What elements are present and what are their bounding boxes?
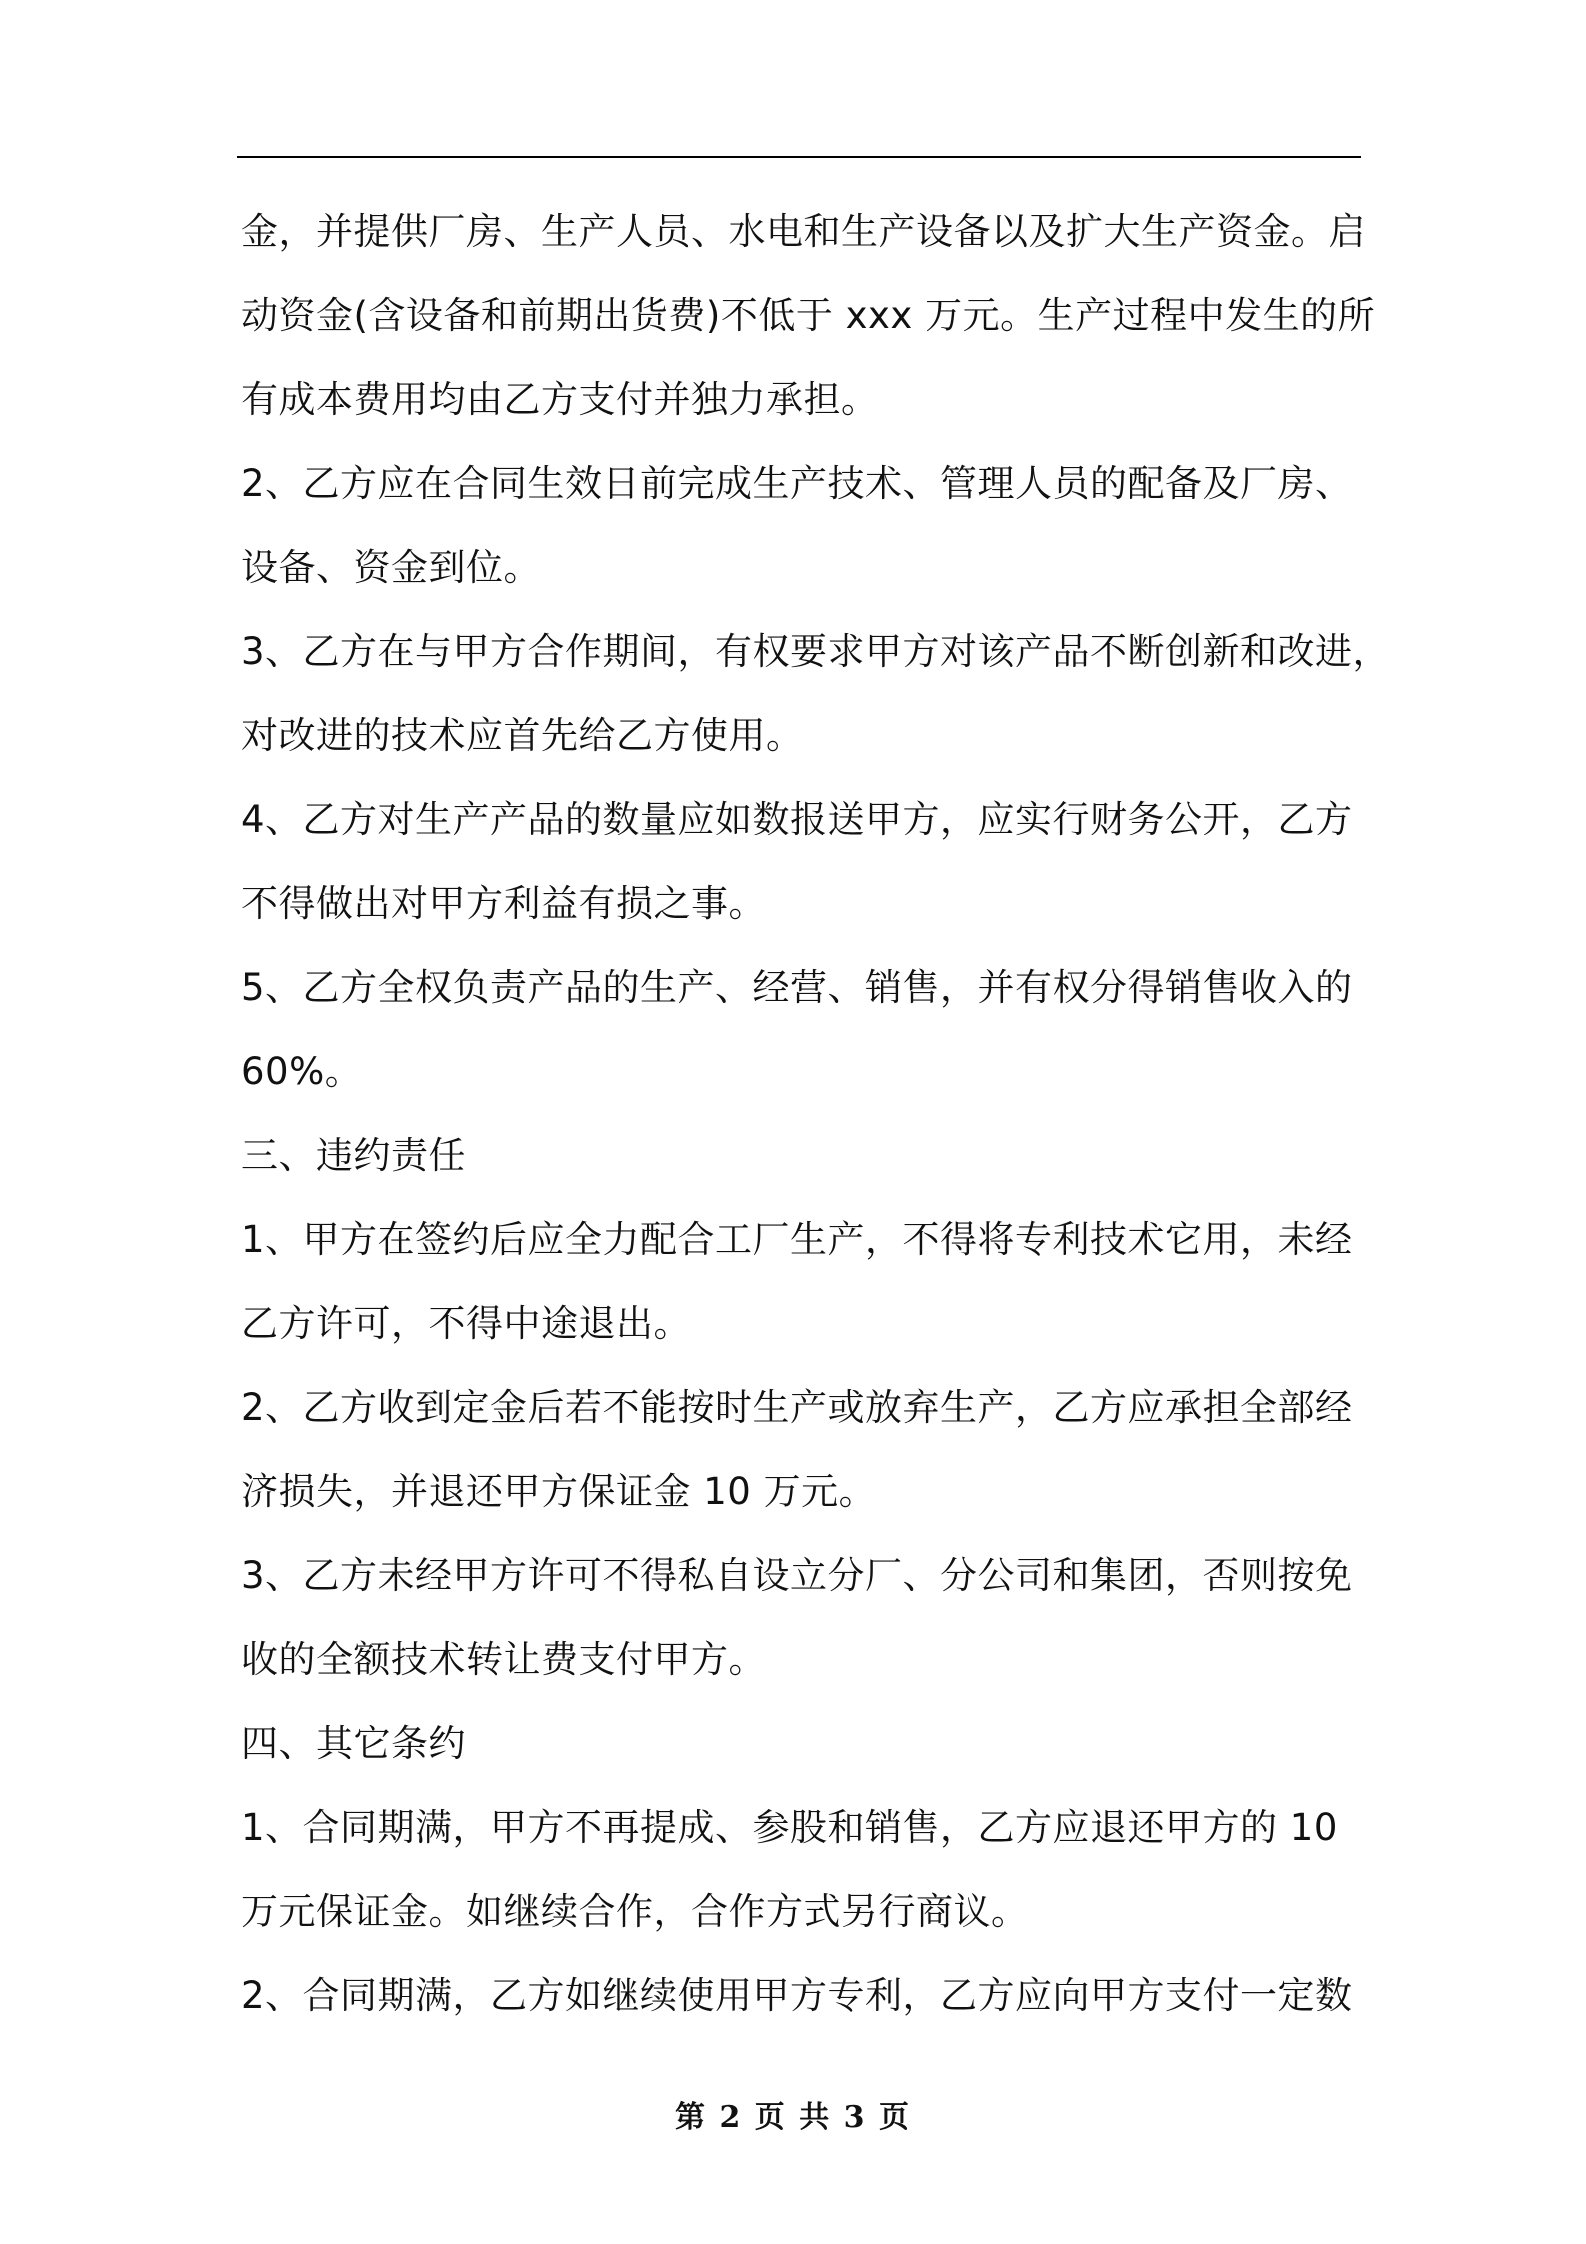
text-line: 动资金(含设备和前期出货费)不低于 xxx 万元。生产过程中发生的所	[241, 294, 1376, 337]
text-line: 对改进的技术应首先给乙方使用。	[241, 714, 804, 757]
text-line: 3、乙方未经甲方许可不得私自设立分厂、分公司和集团，否则按免	[241, 1554, 1353, 1597]
text-line: 乙方许可，不得中途退出。	[241, 1302, 691, 1345]
section-heading: 四、其它条约	[241, 1722, 466, 1765]
text-line: 1、合同期满，甲方不再提成、参股和销售，乙方应退还甲方的 10	[241, 1806, 1338, 1849]
text-line: 金，并提供厂房、生产人员、水电和生产设备以及扩大生产资金。启	[241, 210, 1366, 253]
text-line: 不得做出对甲方利益有损之事。	[241, 882, 766, 925]
text-line: 4、乙方对生产产品的数量应如数报送甲方，应实行财务公开，乙方	[241, 798, 1353, 841]
text-line: 3、乙方在与甲方合作期间，有权要求甲方对该产品不断创新和改进，	[241, 630, 1391, 673]
text-line: 2、合同期满，乙方如继续使用甲方专利，乙方应向甲方支付一定数	[241, 1974, 1353, 2017]
text-line: 收的全额技术转让费支付甲方。	[241, 1638, 766, 1681]
text-line: 有成本费用均由乙方支付并独力承担。	[241, 378, 879, 421]
text-line: 1、甲方在签约后应全力配合工厂生产，不得将专利技术它用，未经	[241, 1218, 1353, 1261]
section-heading: 三、违约责任	[241, 1134, 466, 1177]
text-line: 济损失，并退还甲方保证金 10 万元。	[241, 1470, 877, 1513]
text-line: 2、乙方收到定金后若不能按时生产或放弃生产，乙方应承担全部经	[241, 1386, 1353, 1429]
page-number-footer: 第 2 页 共 3 页	[675, 2100, 911, 2135]
text-line: 设备、资金到位。	[241, 546, 541, 589]
text-line: 60%。	[241, 1050, 363, 1093]
body-text	[241, 190, 1391, 2038]
text-line: 2、乙方应在合同生效日前完成生产技术、管理人员的配备及厂房、	[241, 462, 1353, 505]
header-rule	[237, 156, 1361, 158]
text-line: 5、乙方全权负责产品的生产、经营、销售，并有权分得销售收入的	[241, 966, 1353, 1009]
text-line: 万元保证金。如继续合作，合作方式另行商议。	[241, 1890, 1029, 1933]
